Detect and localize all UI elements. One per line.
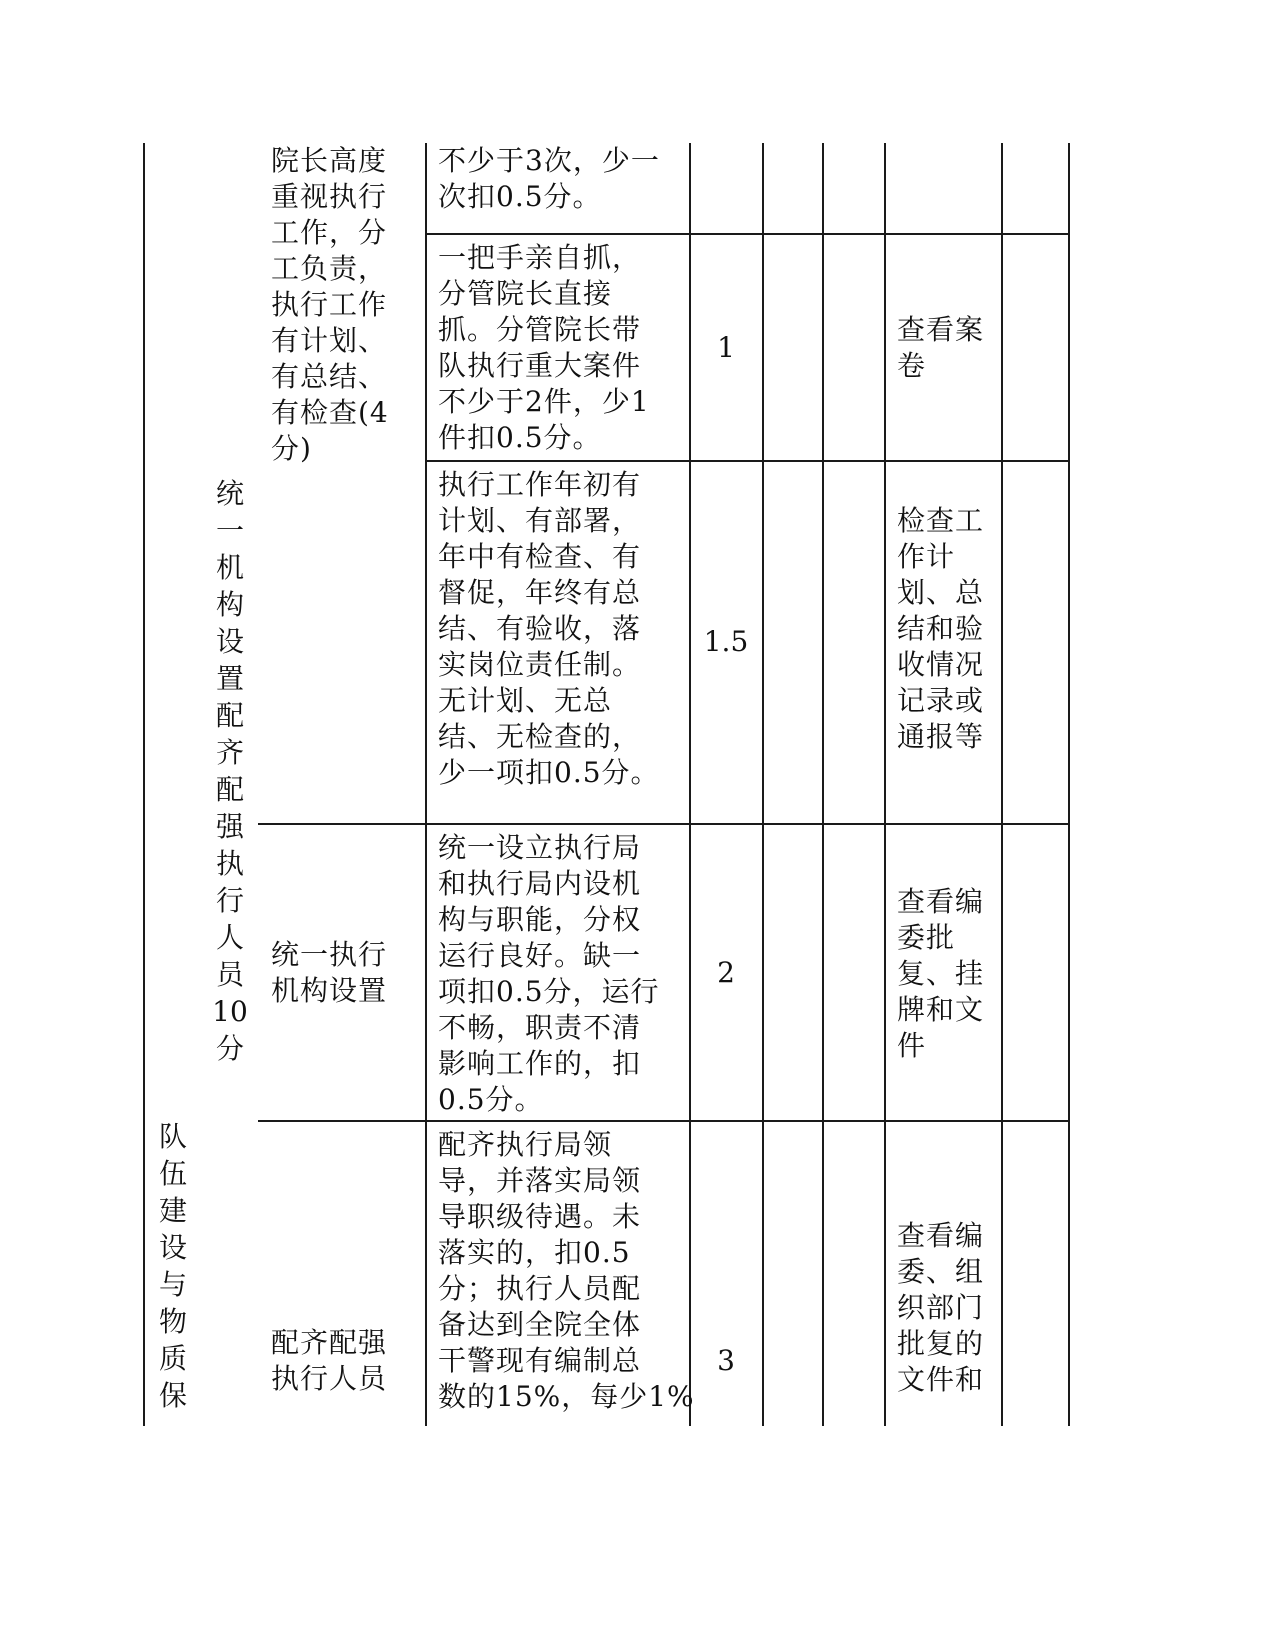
grid-line	[1068, 143, 1070, 1426]
score-value: 2	[717, 956, 735, 989]
score-value: 1.5	[703, 625, 749, 658]
score-value: 1	[717, 331, 735, 364]
method-text: 查看案 卷	[897, 313, 985, 382]
score-value: 3	[717, 1344, 735, 1377]
grid-line	[425, 143, 427, 1426]
grid-line	[425, 460, 1070, 462]
item-text: 统一执行 机构设置	[271, 938, 388, 1007]
grid-line	[425, 233, 1070, 235]
criteria-text: 不少于3次，少一 次扣0.5分。	[438, 144, 660, 213]
criteria-text: 执行工作年初有 计划、有部署， 年中有检查、有 督促，年终有总 结、有验收，落 实岗位责任制。 无计划、无总 结、无检查的， 少一项扣0.5分。	[438, 468, 660, 789]
method-text: 查看编 委、组 织部门 批复的 文件和	[897, 1219, 985, 1396]
method-text: 检查工 作计 划、总 结和验 收情况 记录或 通报等	[897, 504, 985, 753]
category-level1: 队 伍 建 设 与 物 质 保	[158, 1120, 187, 1412]
criteria-text: 统一设立执行局 和执行局内设机 构与职能，分权 运行良好。缺一 项扣0.5分，运行 不畅，职责不清 影响工作的，扣 0.5分。	[438, 831, 660, 1116]
grid-line	[822, 143, 824, 1426]
criteria-text: 配齐执行局领 导，并落实局领 导职级待遇。未 落实的，扣0.5 分；执行人员配 备达到全院全体 干警现有编制总 数的15%，每少1%	[438, 1128, 695, 1413]
item-text: 配齐配强 执行人员	[271, 1326, 388, 1395]
grid-line	[762, 143, 764, 1426]
grid-line	[258, 1120, 1070, 1122]
grid-line	[258, 823, 1070, 825]
category-level2: 统 一 机 构 设 置 配 齐 配 强 执 行 人 员 10 分	[212, 477, 248, 1065]
method-text: 查看编 委批 复、挂 牌和文 件	[897, 885, 985, 1062]
grid-line	[143, 143, 145, 1426]
grid-line	[884, 143, 886, 1426]
grid-line	[1001, 143, 1003, 1426]
criteria-text: 一把手亲自抓， 分管院长直接 抓。分管院长带 队执行重大案件 不少于2件，少1 件扣0.5分。	[438, 241, 650, 454]
item-text: 院长高度 重视执行 工作，分 工负责， 执行工作 有计划、 有总结、 有检查(4 分)	[271, 144, 389, 465]
